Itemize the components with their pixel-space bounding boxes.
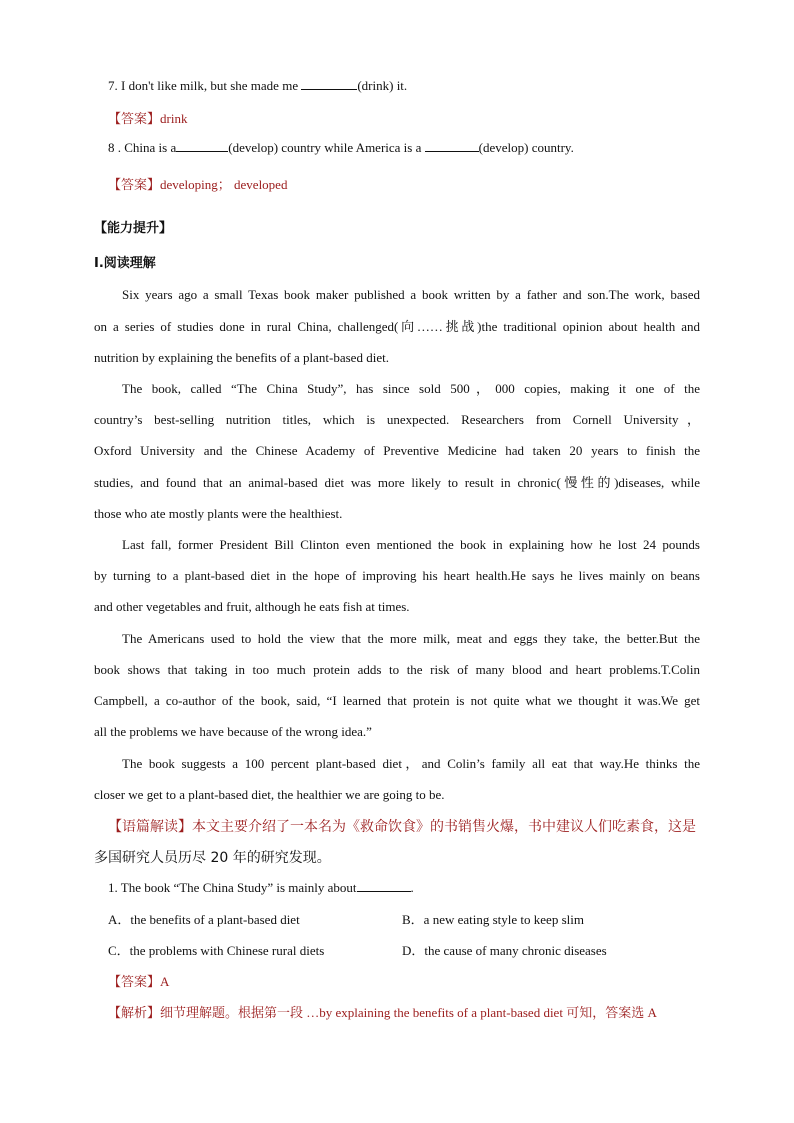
option-label: A．	[108, 912, 131, 927]
passage-line: book shows that taking in too much protein adds to the risk of many blood and heart problems.T.Colin	[94, 662, 700, 677]
passage-line: those who ate mostly plants were the healthiest.	[94, 506, 343, 521]
option-text: a new eating style to keep slim	[423, 912, 584, 927]
passage-line: by turning to a plant-based diet in the hope of improving his heart health.He says he lives mainly on beans	[94, 568, 700, 583]
passage-line: Oxford University and the Chinese Academy of Preventive Medicine had taken 20 years to finish the	[94, 443, 700, 458]
passage-line: The book suggests a 100 percent plant-based diet，and Colin’s family all eat that way.He thinks the	[122, 756, 700, 771]
section-heading: 【能力提升】	[94, 221, 173, 236]
question-7	[108, 77, 700, 95]
passage-line: on a series of studies done in rural China, challenged(向……挑战)the traditional opinion about health and	[94, 319, 700, 334]
analysis-tag: 【解析】	[108, 1006, 161, 1021]
passage-line: The Americans used to hold the view that the more milk, meat and eggs they take, the better.But the	[122, 631, 700, 646]
question-1	[108, 879, 714, 897]
answer-value: developing； developed	[160, 177, 288, 192]
analysis-1	[108, 1004, 700, 1023]
answer-blank	[176, 139, 228, 152]
question-number: 7.	[108, 78, 118, 93]
question-text: (develop) country while America is a	[228, 140, 422, 155]
question-8	[108, 139, 708, 157]
passage-line: closer we get to a plant-based diet, the healthier we are going to be.	[94, 787, 445, 802]
answer-tag: 【答案】	[108, 112, 161, 127]
answer-7	[108, 110, 714, 129]
interpretation-text: 本文主要介绍了一本名为《救命饮食》的书销售火爆，书中建议人们吃素食，这是	[192, 819, 696, 835]
question-text: (develop) country.	[478, 140, 574, 155]
question-number: 8 .	[108, 140, 121, 155]
question-text: (drink) it.	[357, 78, 408, 93]
option-text: the problems with Chinese rural diets	[129, 943, 325, 958]
option-label: C．	[108, 943, 130, 958]
answer-blank	[357, 879, 411, 892]
interpretation-continued: 多国研究人员历尽 20 年的研究发现。	[94, 850, 331, 866]
option-label: B．	[402, 912, 424, 927]
interpretation	[108, 818, 704, 836]
option-b	[402, 911, 584, 929]
passage-line: all the problems we have because of the wrong idea.”	[94, 724, 372, 739]
section-subheading: Ⅰ.阅读理解	[94, 256, 156, 271]
question-text: .	[410, 880, 414, 895]
answer-tag: 【答案】	[108, 975, 161, 990]
passage-line: nutrition by explaining the benefits of a plant-based diet.	[94, 350, 389, 365]
passage-line: Campbell, a co-author of the book, said, “I learned that protein is not quite what we thought it was.We get	[94, 693, 700, 708]
answer-value: A	[160, 974, 170, 989]
interpretation-tag: 【语篇解读】	[108, 819, 192, 835]
answer-1	[108, 973, 714, 992]
option-c	[108, 942, 324, 960]
passage-line: Six years ago a small Texas book maker published a book written by a father and son.The work, based	[122, 287, 700, 302]
option-a	[108, 911, 300, 929]
option-label: D．	[402, 943, 425, 958]
passage-line: Last fall, former President Bill Clinton even mentioned the book in explaining how he lost 24 pounds	[122, 537, 700, 552]
option-text: the benefits of a plant-based diet	[130, 912, 300, 927]
passage-line: and other vegetables and fruit, although he eats fish at times.	[94, 599, 410, 614]
passage-line: The book, called “The China Study”, has since sold 500，000 copies, making it one of the	[122, 381, 700, 396]
question-text: I don't like milk, but she made me	[121, 78, 299, 93]
answer-blank	[425, 139, 479, 152]
question-text: 1. The book “The China Study” is mainly about	[108, 880, 357, 895]
passage-line: studies, and found that an animal-based diet was more likely to result in chronic(慢性的)diseases, while	[94, 475, 700, 490]
analysis-text: 细节理解题。根据第一段 …by explaining the benefits of a plant-based diet 可知，答案选 A	[160, 1005, 657, 1020]
question-text: China is a	[124, 140, 177, 155]
option-d	[402, 942, 607, 960]
answer-blank	[301, 77, 357, 90]
passage-line: country’s best-selling nutrition titles, which is unexpected. Researchers from Cornell University，	[94, 412, 700, 427]
answer-8	[108, 176, 714, 195]
option-text: the cause of many chronic diseases	[424, 943, 607, 958]
answer-value: drink	[160, 111, 188, 126]
answer-tag: 【答案】	[108, 178, 161, 193]
